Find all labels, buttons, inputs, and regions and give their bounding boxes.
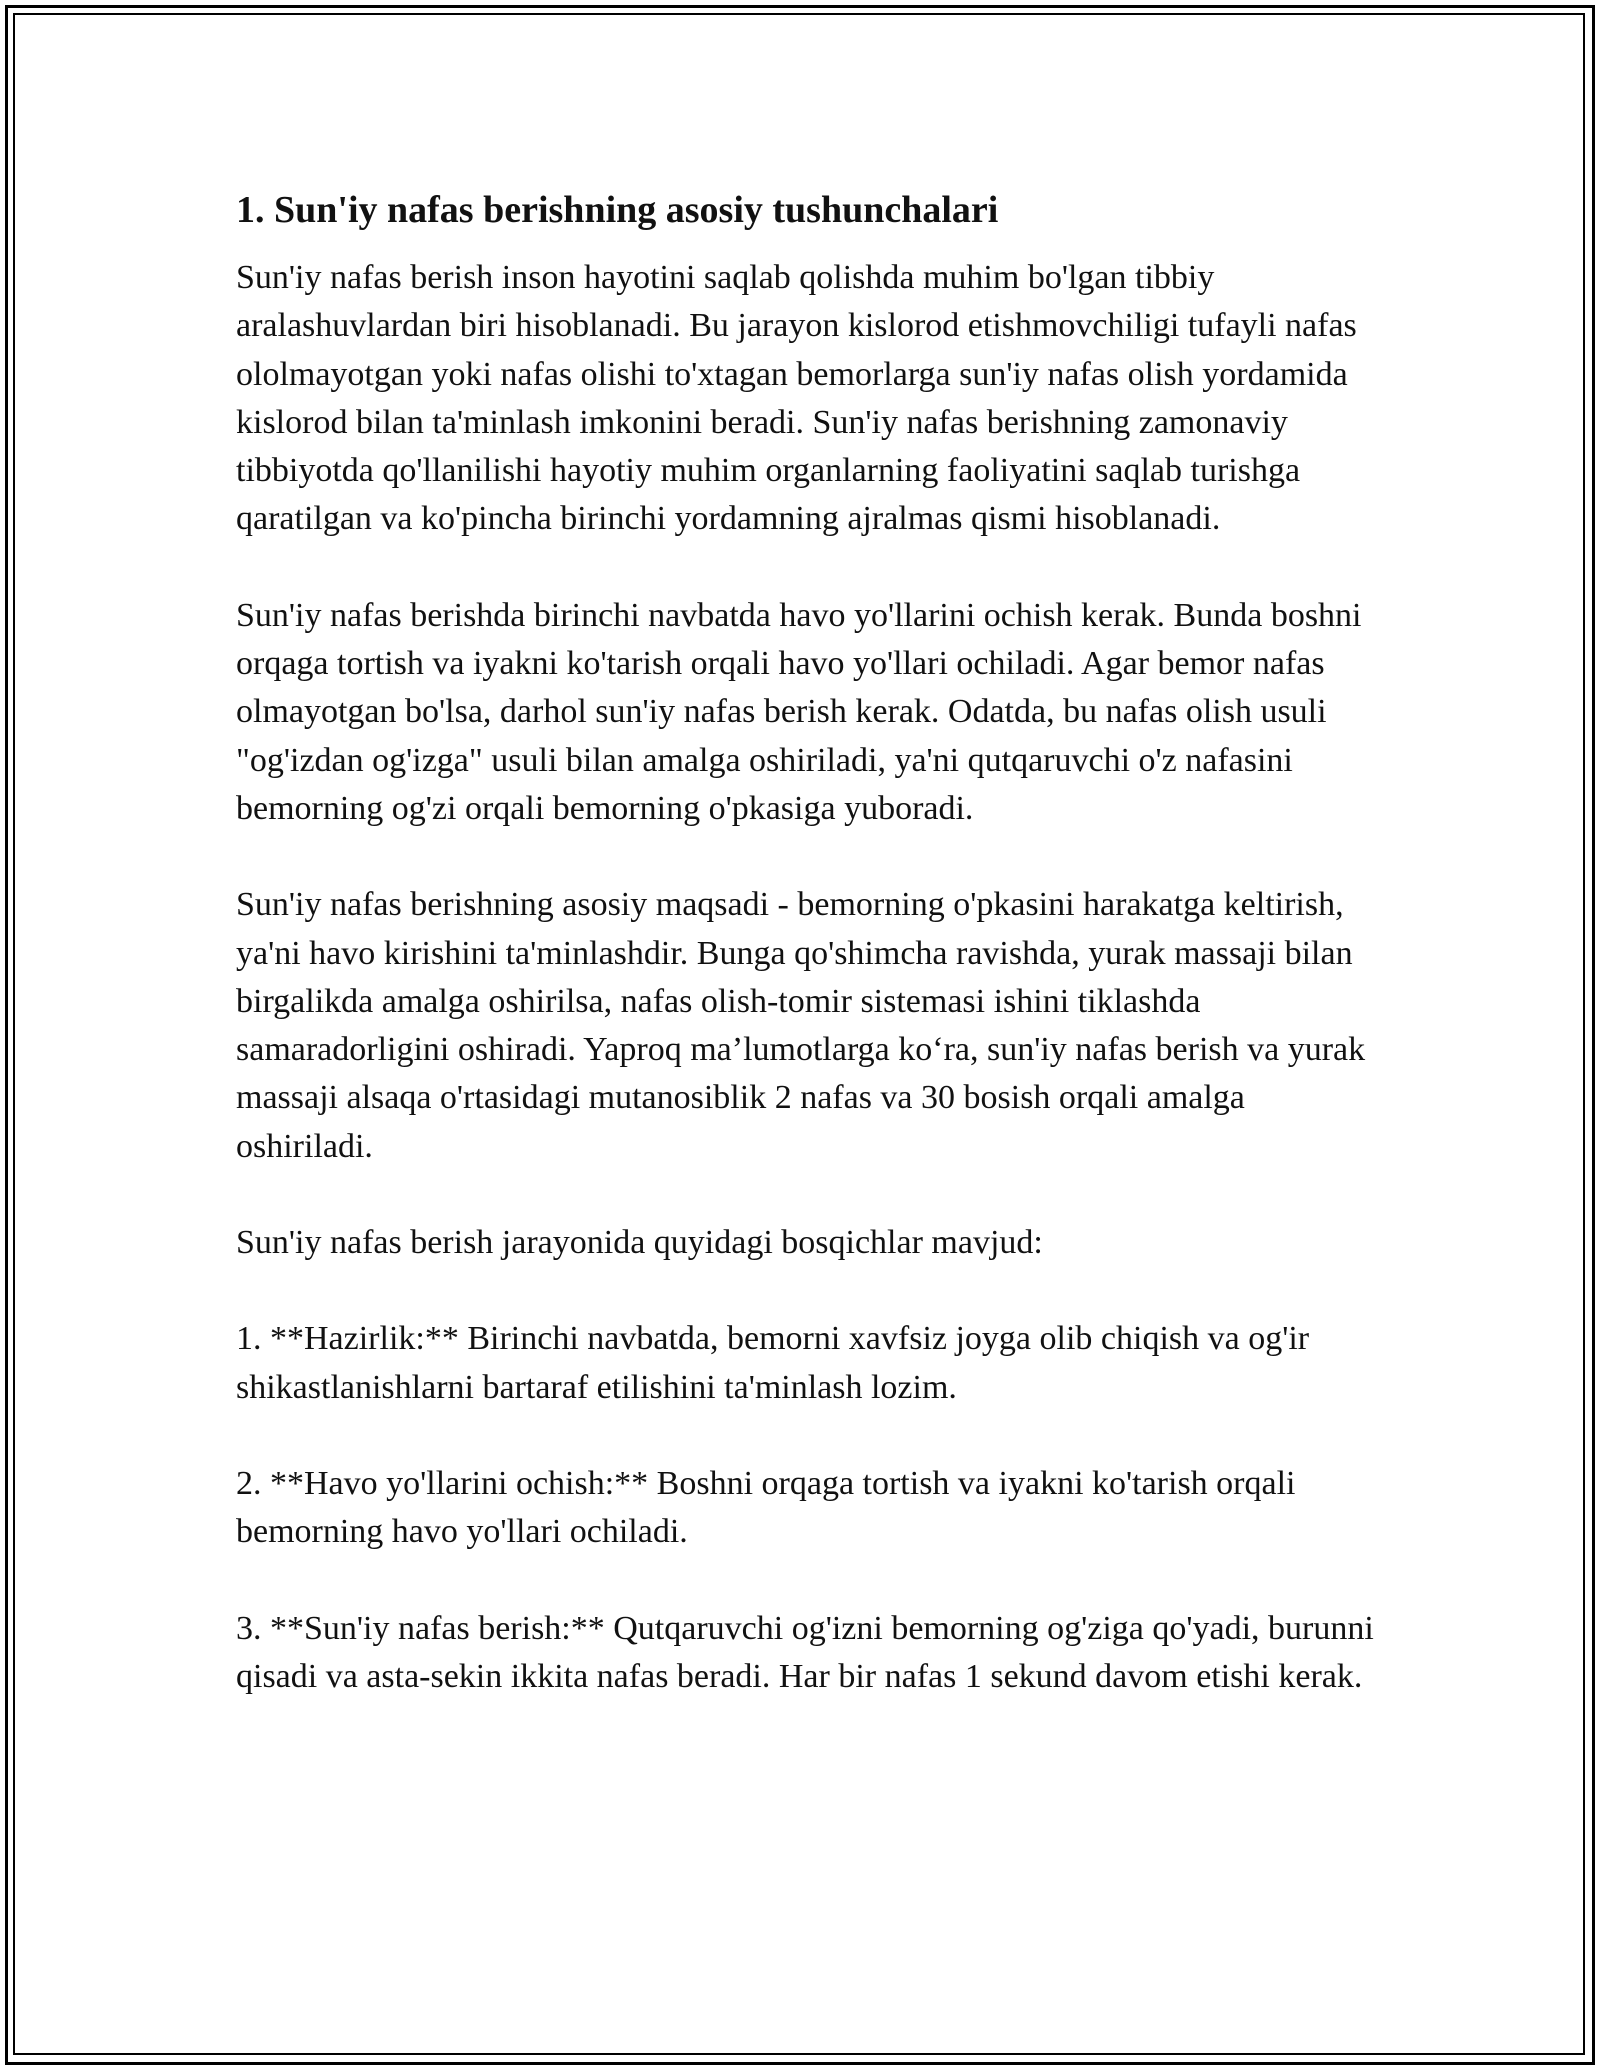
paragraph-airway: Sun'iy nafas berishda birinchi navbatda havo yo'llarini ochish kerak. Bunda boshni orqaga tortish va iyakni ko'tarish orqali havo yo'llari ochiladi. Agar bemor nafas olmayotgan bo'lsa, darhol sun'iy nafas berish kerak. Odatda, bu nafas olish usuli "og'izdan og'izga" usuli bilan amalga oshiriladi, ya'ni qutqaruvchi o'z nafasini bemorning og'zi orqali bemorning o'pkasiga yuboradi. [236,596,1362,827]
paragraph-purpose: Sun'iy nafas berishning asosiy maqsadi - bemorning o'pkasini harakatga keltirish, ya'ni havo kirishini ta'minlashdir. Bunga qo'shimcha ravishda, yurak massaji bilan birgalikda amalga oshirilsa, nafas olish-tomir sistemasi ishini tiklashda samaradorligini oshiradi. Yaproq ma’lumotlarga ko‘ra, sun'iy nafas berish va yurak massaji alsaqa o'rtasidagi mutanosiblik 2 nafas va 30 bosish orqali amalga oshiriladi. [236,886,1366,1165]
list-item-step-1: 1. **Hazirlik:** Birinchi navbatda, bemorni xavfsiz joyga olib chiqish va og'ir shikastlanishlarni bartaraf etilishini ta'minlash lozim. [236,1320,1310,1406]
paragraph-steps-intro: Sun'iy nafas berish jarayonida quyidagi bosqichlar mavjud: [236,1224,1043,1262]
list-item-step-2: 2. **Havo yo'llarini ochish:** Boshni orqaga tortish va iyakni ko'tarish orqali bemorning havo yo'llari ochiladi. [236,1464,1296,1551]
paragraph-intro: Sun'iy nafas berish inson hayotini saqlab qolishda muhim bo'lgan tibbiy aralashuvlardan biri hisoblanadi. Bu jarayon kislorod etishmovchiligi tufayli nafas ololmayotgan yoki nafas olishi to'xtagan bemorlarga sun'iy nafas olish yordamida kislorod bilan ta'minlash imkonini beradi. Sun'iy nafas berishning zamonaviy tibbiyotda qo'llanilishi hayotiy muhim organlarning faoliyatini saqlab turishga qaratilgan va ko'pincha birinchi yordamning ajralmas qismi hisoblanadi. [236,259,1357,538]
section-heading: 1. Sun'iy nafas berishning asosiy tushunchalari [236,189,999,231]
document-body [236,186,1376,1701]
list-item-step-3: 3. **Sun'iy nafas berish:** Qutqaruvchi og'izni bemorning og'ziga qo'yadi, burunni qisadi va asta-sekin ikkita nafas beradi. Har bir nafas 1 sekund davom etishi kerak. [236,1609,1374,1695]
